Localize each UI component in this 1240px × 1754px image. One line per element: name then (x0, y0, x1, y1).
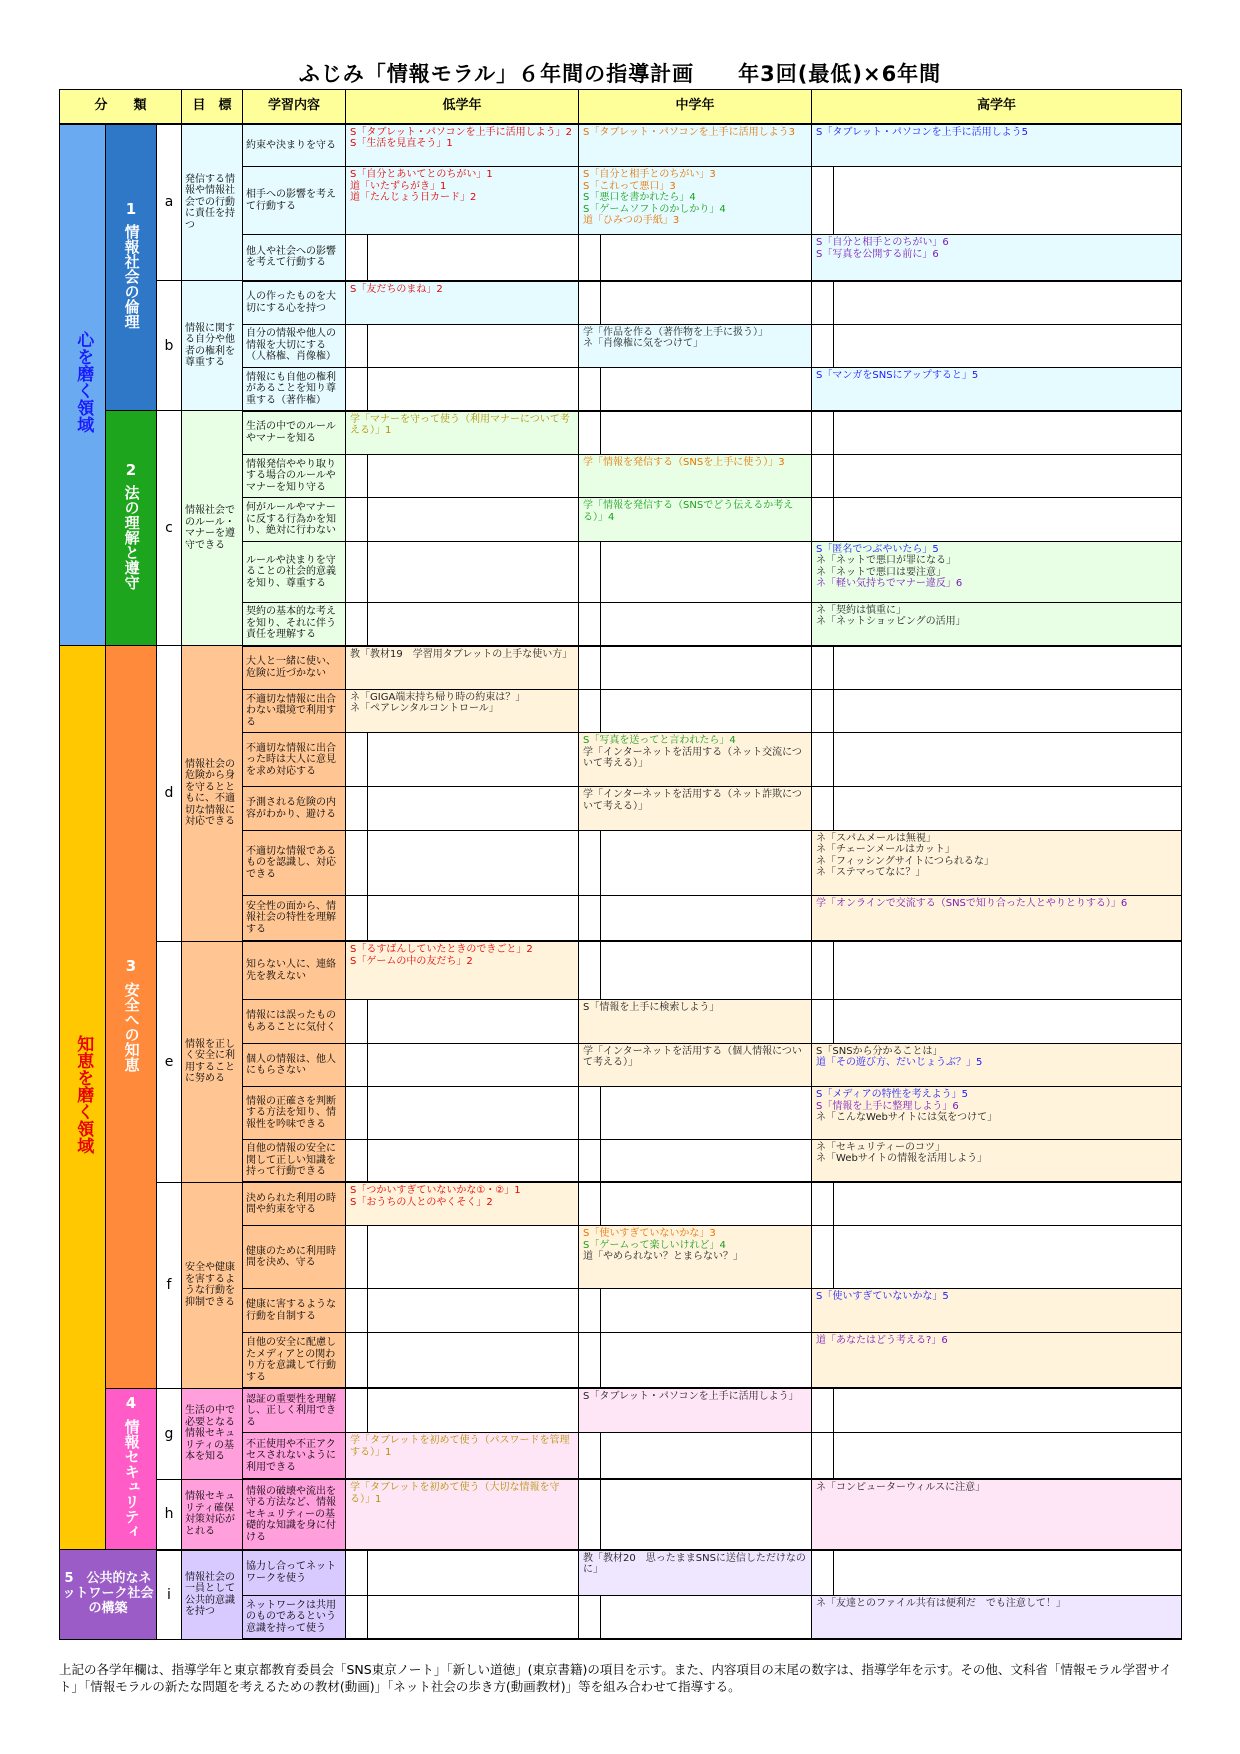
mid-cell (579, 1000, 812, 1043)
lesson-item: ネ「ネットショッピングの活用」 (816, 616, 966, 628)
content-cell: 個人の情報は、他人にもらさない (243, 1043, 346, 1086)
high-cell (812, 541, 1182, 602)
lesson-item: 教「教材20 思ったままSNSに送信しただけなのに」 (583, 1552, 806, 1576)
lesson-item: S「ゲームの中の友だち」2 (350, 955, 473, 967)
lesson-item: ネ「コンピューターウィルスに注意」 (816, 1482, 986, 1494)
content-cell: 他人や社会への影響を考えて行動する (243, 235, 346, 281)
low-empty-cell (368, 1043, 579, 1086)
high-empty-cell (834, 498, 1182, 541)
mid-empty-cell (601, 1332, 812, 1388)
content-cell: 大人と一緒に使い、危険に近づかない (243, 646, 346, 689)
high-empty-cell (834, 1433, 1182, 1480)
low-empty-mark (346, 830, 368, 895)
low-empty-mark (346, 498, 368, 541)
lesson-item: ネ「ネットで悪口は要注意」 (816, 566, 947, 578)
high-empty-cell (834, 1388, 1182, 1432)
high-cell (812, 1332, 1182, 1388)
lesson-item: S「タブレット・パソコンを上手に活用しよう」 (583, 1391, 799, 1403)
low-empty-mark (346, 896, 368, 942)
lesson-item: ネ「軽い気持ちでマナー違反」6 (816, 578, 963, 590)
header-content: 学習内容 (243, 90, 346, 124)
high-empty-cell (834, 1000, 1182, 1043)
lesson-item: 学「作品を作る（著作物を上手に扱う）」 (583, 326, 769, 338)
mid-empty-mark (579, 1479, 601, 1549)
mid-empty-mark (579, 1595, 601, 1639)
mid-empty-mark (579, 367, 601, 410)
lesson-item: S「るすばんしていたときのできごと」2 (350, 944, 533, 956)
low-empty-cell (368, 1087, 579, 1139)
low-cell (346, 411, 579, 454)
mid-empty-cell (601, 896, 812, 942)
high-cell (812, 1139, 1182, 1182)
low-cell (346, 941, 579, 1000)
high-empty-mark (812, 1388, 834, 1432)
mid-empty-mark (579, 411, 601, 454)
lesson-item: S「使いすぎていないかな」3 (583, 1228, 716, 1240)
sub-id: c (157, 411, 182, 646)
mid-empty-cell (601, 1479, 812, 1549)
mid-empty-mark (579, 281, 601, 324)
lesson-item: ネ「こんなWebサイトには気をつけて」 (816, 1112, 998, 1124)
content-cell: 自分の情報や他人の情報を大切にする（人格権、肖像権） (243, 324, 346, 367)
content-cell: 決められた利用の時間や約束を守る (243, 1182, 346, 1225)
table-row (60, 124, 1182, 167)
goal-cell: 情報社会でのルール・マナーを遵守できる (182, 411, 243, 646)
low-empty-mark (346, 324, 368, 367)
mid-empty-mark (579, 1433, 601, 1480)
sub-id: g (157, 1388, 182, 1479)
table-row (60, 281, 1182, 324)
low-cell (346, 1433, 579, 1480)
low-empty-cell (368, 541, 579, 602)
category-name: 法の理解と遵守 (122, 485, 141, 591)
mid-empty-mark (579, 896, 601, 942)
goal-cell: 情報社会の危険から身を守るとともに、不適切な情報に対応できる (182, 646, 243, 942)
lesson-item: 学「タブレットを初めて使う（パスワードを管理する）」1 (350, 1435, 570, 1458)
category-number: 1 (125, 200, 137, 219)
high-cell (812, 1479, 1182, 1549)
high-empty-mark (812, 324, 834, 367)
low-empty-cell (368, 896, 579, 942)
mid-cell (579, 498, 812, 541)
mid-empty-cell (601, 1139, 812, 1182)
goal-cell: 発信する情報や情報社会での行動に責任を持つ (182, 124, 243, 281)
high-cell (812, 367, 1182, 410)
content-cell: 自他の情報の安全に関して正しい知識を持って行動できる (243, 1139, 346, 1182)
mid-empty-mark (579, 1289, 601, 1332)
high-empty-cell (834, 454, 1182, 497)
low-empty-cell (368, 1000, 579, 1043)
low-empty-cell (368, 367, 579, 410)
low-cell (346, 124, 579, 167)
lesson-item: 道「ひみつの手紙」3 (583, 215, 680, 227)
mid-empty-cell (601, 541, 812, 602)
content-cell: ルールや決まりを守ることの社会的意義を知り、尊重する (243, 541, 346, 602)
high-empty-cell (834, 324, 1182, 367)
content-cell: 安全性の面から、情報社会の特性を理解する (243, 896, 346, 942)
low-empty-cell (368, 324, 579, 367)
domain-cell (60, 124, 106, 646)
sub-id: b (157, 281, 182, 411)
high-cell (812, 235, 1182, 281)
table-row (60, 941, 1182, 1000)
high-cell (812, 1595, 1182, 1639)
plan-table (59, 89, 1182, 1640)
lesson-item: 学「オンラインで交流する（SNSで知り合った人とやりとりする）」6 (816, 898, 1128, 910)
high-cell (812, 1043, 1182, 1086)
lesson-item: S「おうちの人とのやくそく」2 (350, 1196, 493, 1208)
mid-empty-cell (601, 1595, 812, 1639)
table-row (60, 1182, 1182, 1225)
high-empty-mark (812, 281, 834, 324)
lesson-item: ネ「フィッシングサイトにつられるな」 (816, 855, 994, 867)
mid-empty-mark (579, 1332, 601, 1388)
lesson-item: S「タブレット・パソコンを上手に活用しよう5 (816, 126, 1029, 138)
lesson-item: ネ「チェーンメールはカット」 (816, 844, 955, 856)
high-cell (812, 896, 1182, 942)
lesson-item: S「使いすぎていないかな」5 (816, 1291, 949, 1303)
category-name: 公共的なネットワーク社会の構築 (62, 1570, 154, 1616)
low-empty-cell (368, 1388, 579, 1432)
lesson-item: S「写真を公開する前に」6 (816, 248, 939, 260)
sub-id: a (157, 124, 182, 281)
category-cell (106, 1388, 157, 1549)
table-row (60, 646, 1182, 689)
header-category: 分 類 (60, 90, 182, 124)
lesson-item: ネ「セキュリティーのコツ」 (816, 1141, 946, 1153)
category-number: 4 (125, 1394, 137, 1413)
mid-empty-cell (601, 602, 812, 645)
content-cell: 不正使用や不正アクセスされないように利用できる (243, 1433, 346, 1480)
mid-empty-mark (579, 1139, 601, 1182)
lesson-item: S「タブレット・パソコンを上手に活用しよう」2 (350, 126, 573, 138)
header-high: 高学年 (812, 90, 1182, 124)
high-empty-cell (834, 689, 1182, 732)
low-empty-cell (368, 454, 579, 497)
mid-cell (579, 733, 812, 787)
content-cell: 知らない人に、連絡先を教えない (243, 941, 346, 1000)
mid-cell (579, 1388, 812, 1432)
high-cell (812, 602, 1182, 645)
low-cell (346, 281, 579, 324)
content-cell: 何がルールやマナーに反する行為かを知り、絶対に行わない (243, 498, 346, 541)
low-empty-mark (346, 367, 368, 410)
mid-empty-mark (579, 1087, 601, 1139)
lesson-item: 学「情報を発信する（SNSでどう伝えるか考える）」4 (583, 500, 794, 523)
content-cell: 健康に害するような行動を自制する (243, 1289, 346, 1332)
high-empty-mark (812, 1226, 834, 1289)
category-name: 情報セキュリティ (122, 1418, 141, 1539)
table-row (60, 1388, 1182, 1432)
low-cell (346, 1182, 579, 1225)
low-empty-cell (368, 1289, 579, 1332)
content-cell: 約束や決まりを守る (243, 124, 346, 167)
mid-empty-cell (601, 941, 812, 1000)
goal-cell: 情報セキュリティ確保対策対応がとれる (182, 1479, 243, 1549)
lesson-item: S「生活を見直そう」1 (350, 138, 453, 149)
mid-empty-cell (601, 830, 812, 895)
goal-cell: 情報社会の一員として公共的意識を持つ (182, 1550, 243, 1639)
mid-cell (579, 124, 812, 167)
mid-cell (579, 787, 812, 830)
high-cell (812, 1087, 1182, 1139)
lesson-item: 道「たんじょう日カード」2 (350, 192, 477, 204)
mid-empty-mark (579, 830, 601, 895)
content-cell: 契約の基本的な考えを知り、それに伴う責任を理解する (243, 602, 346, 645)
mid-empty-cell (601, 235, 812, 281)
low-empty-mark (346, 602, 368, 645)
mid-empty-mark (579, 689, 601, 732)
content-cell: 自他の安全に配慮したメディアとの関わり方を意識して行動する (243, 1332, 346, 1388)
content-cell: 協力し合ってネットワークを使う (243, 1550, 346, 1596)
lesson-item: S「つかいすぎていないかな①・②」1 (350, 1185, 521, 1197)
mid-empty-cell (601, 689, 812, 732)
low-empty-cell (368, 602, 579, 645)
category-name: 情報社会の倫理 (122, 224, 141, 330)
high-empty-cell (834, 167, 1182, 235)
mid-empty-mark (579, 941, 601, 1000)
lesson-item: S「情報を上手に整理しよう」6 (816, 1100, 959, 1112)
low-empty-cell (368, 498, 579, 541)
mid-cell (579, 167, 812, 235)
low-empty-mark (346, 1043, 368, 1086)
high-empty-cell (834, 941, 1182, 1000)
content-cell: 生活の中でのルールやマナーを知る (243, 411, 346, 454)
low-empty-cell (368, 235, 579, 281)
mid-empty-mark (579, 602, 601, 645)
low-empty-mark (346, 1087, 368, 1139)
mid-empty-mark (579, 235, 601, 281)
sub-id: f (157, 1182, 182, 1388)
low-cell (346, 167, 579, 235)
category-cell (106, 124, 157, 411)
table-row (60, 1479, 1182, 1549)
low-empty-cell (368, 1595, 579, 1639)
low-empty-mark (346, 1000, 368, 1043)
lesson-item: 学「インターネットを活用する（ネット交流について考える）」 (583, 746, 802, 770)
lesson-item: ネ「ペアレンタルコントロール」 (350, 703, 499, 715)
mid-empty-cell (601, 367, 812, 410)
mid-empty-mark (579, 1182, 601, 1225)
low-cell (346, 1479, 579, 1549)
lesson-item: S「自分と相手とのちがい」6 (816, 237, 949, 249)
category-number: 3 (125, 957, 137, 976)
category-cell (106, 411, 157, 646)
low-empty-mark (346, 1332, 368, 1388)
lesson-item: S「情報を上手に検索しよう」 (583, 1002, 720, 1014)
domain-cell (60, 646, 106, 1550)
header-goal: 目 標 (182, 90, 243, 124)
mid-empty-cell (601, 1433, 812, 1480)
high-empty-mark (812, 411, 834, 454)
high-empty-cell (834, 1226, 1182, 1289)
low-empty-cell (368, 830, 579, 895)
goal-cell: 情報を正しく安全に利用することに努める (182, 941, 243, 1182)
content-cell: 不適切な情報に出合わない環境で利用する (243, 689, 346, 732)
low-empty-mark (346, 454, 368, 497)
high-empty-cell (834, 787, 1182, 830)
domain-label: 心を磨く領域 (73, 331, 94, 434)
low-empty-mark (346, 1226, 368, 1289)
sub-id: h (157, 1479, 182, 1549)
high-empty-mark (812, 1182, 834, 1225)
mid-cell (579, 324, 812, 367)
lesson-item: S「写真を送ってと言われたら」4 (583, 735, 736, 747)
high-empty-mark (812, 1433, 834, 1480)
high-empty-mark (812, 498, 834, 541)
lesson-item: ネ「スパムメールは無視」 (816, 832, 936, 844)
content-cell: 予測される危険の内容がわかり、避ける (243, 787, 346, 830)
lesson-item: S「悪口を書かれたら」4 (583, 192, 696, 204)
footnote: 上記の各学年欄は、指導学年と東京都教育委員会「SNS東京ノート」「新しい道徳」(東京書籍)の項目を示す。また、内容項目の末尾の数字は、指導学年を示す。その他、文科省「情報モラル学習サイト」「情報モラルの新たな問題を考えるための教材(動画)」「ネット社会の歩き方(動画教材)」等を組み合わせて指導する。 (59, 1662, 1172, 1694)
lesson-item: 学「マナーを守って使う（利用マナーについて考える）」1 (350, 413, 570, 437)
category-number: 2 (125, 461, 137, 480)
low-empty-mark (346, 1550, 368, 1596)
content-cell: 情報にも自他の権利があることを知り尊重する（著作権） (243, 367, 346, 410)
high-empty-mark (812, 941, 834, 1000)
mid-empty-cell (601, 646, 812, 689)
header-low: 低学年 (346, 90, 579, 124)
high-empty-cell (834, 281, 1182, 324)
content-cell: 認証の重要性を理解し、正しく利用できる (243, 1388, 346, 1432)
content-cell: 不適切な情報であるものを認識し、対応できる (243, 830, 346, 895)
low-cell (346, 689, 579, 732)
mid-empty-mark (579, 646, 601, 689)
lesson-item: S「タブレット・パソコンを上手に活用しよう3 (583, 126, 796, 138)
content-cell: ネットワークは共用のものであるという意識を持って使う (243, 1595, 346, 1639)
lesson-item: ネ「ステマってなに？」 (816, 867, 926, 879)
mid-empty-cell (601, 281, 812, 324)
high-empty-mark (812, 787, 834, 830)
lesson-item: S「自分とあいてとのちがい」1 (350, 169, 493, 181)
sub-id: i (157, 1550, 182, 1639)
lesson-item: ネ「ネットで悪口が罪になる」 (816, 555, 957, 567)
low-empty-cell (368, 1332, 579, 1388)
low-empty-cell (368, 1226, 579, 1289)
lesson-item: 道「その遊び方、だいじょうぶ？」5 (816, 1057, 983, 1069)
table-row (60, 1550, 1182, 1596)
lesson-item: 学「情報を発信する（SNSを上手に使う）」3 (583, 456, 785, 468)
high-empty-cell (834, 411, 1182, 454)
lesson-item: ネ「GIGA端末持ち帰り時の約束は？」 (350, 691, 526, 703)
low-empty-cell (368, 1550, 579, 1596)
content-cell: 健康のために利用時間を決め、守る (243, 1226, 346, 1289)
page-title: ふじみ「情報モラル」６年間の指導計画 年3回(最低)×6年間 (298, 62, 942, 86)
header-mid: 中学年 (579, 90, 812, 124)
high-empty-mark (812, 167, 834, 235)
high-empty-cell (834, 646, 1182, 689)
sub-id: d (157, 646, 182, 942)
low-empty-mark (346, 1595, 368, 1639)
high-empty-cell (834, 733, 1182, 787)
low-empty-mark (346, 1289, 368, 1332)
mid-empty-mark (579, 541, 601, 602)
category-cell (60, 1550, 157, 1639)
content-cell: 情報の正確さを判断する方法を知り、情報性を吟味できる (243, 1087, 346, 1139)
content-cell: 情報には誤ったものもあることに気付く (243, 1000, 346, 1043)
lesson-item: ネ「Webサイトの情報を活用しよう」 (816, 1153, 988, 1164)
lesson-item: ネ「友達とのファイル共有は便利だ でも注意して！」 (816, 1597, 1066, 1609)
content-cell: 情報の破壊や流出を守る方法など、情報セキュリティーの基礎的な知識を身に付ける (243, 1479, 346, 1549)
content-cell: 情報発信ややり取りする場合のルールやマナーを知り守る (243, 454, 346, 497)
high-empty-mark (812, 454, 834, 497)
high-empty-mark (812, 1550, 834, 1596)
lesson-item: S「ゲームソフトのかしかり」4 (583, 203, 726, 215)
lesson-item: S「メディアの特性を考えよう」5 (816, 1089, 968, 1101)
high-empty-mark (812, 646, 834, 689)
sub-id: e (157, 941, 182, 1182)
content-cell: 人の作ったものを大切にする心を持つ (243, 281, 346, 324)
low-empty-mark (346, 1388, 368, 1432)
lesson-item: S「友だちのまね」2 (350, 283, 443, 295)
category-cell (106, 646, 157, 1389)
mid-cell (579, 1043, 812, 1086)
lesson-item: 教「教材19 学習用タブレットの上手な使い方」 (350, 648, 573, 660)
low-cell (346, 646, 579, 689)
mid-cell (579, 454, 812, 497)
category-number: 5 (64, 1570, 87, 1586)
table-row (60, 411, 1182, 454)
goal-cell: 生活の中で必要となる情報セキュリティの基本を知る (182, 1388, 243, 1479)
low-empty-mark (346, 1139, 368, 1182)
high-empty-cell (834, 1550, 1182, 1596)
lesson-item: S「匿名でつぶやいたら」5 (816, 543, 939, 555)
lesson-item: S「これって悪口」3 (583, 180, 676, 192)
high-cell (812, 1289, 1182, 1332)
high-empty-mark (812, 733, 834, 787)
lesson-item: 道「いたずらがき」1 (350, 180, 447, 192)
lesson-item: 道「あなたはどう考える?」6 (816, 1334, 948, 1346)
low-empty-cell (368, 787, 579, 830)
high-cell (812, 124, 1182, 167)
high-empty-mark (812, 689, 834, 732)
high-cell (812, 830, 1182, 895)
goal-cell: 安全や健康を害するような行動を抑制できる (182, 1182, 243, 1388)
low-empty-cell (368, 733, 579, 787)
lesson-item: 学「タブレットを初めて使う（大切な情報を守る）」1 (350, 1482, 560, 1505)
low-empty-mark (346, 235, 368, 281)
mid-empty-cell (601, 1289, 812, 1332)
lesson-item: 学「インターネットを活用する（ネット詐欺について考える）」 (583, 789, 802, 812)
content-cell: 不適切な情報に出合った時は大人に意見を求め対応する (243, 733, 346, 787)
mid-cell (579, 1226, 812, 1289)
low-empty-mark (346, 787, 368, 830)
low-empty-mark (346, 733, 368, 787)
lesson-item: S「ゲームって楽しいけれど」4 (583, 1239, 726, 1251)
mid-empty-cell (601, 1182, 812, 1225)
domain-label: 知恵を磨く領域 (73, 1035, 94, 1155)
category-name: 安全への知恵 (122, 981, 141, 1072)
mid-cell (579, 1550, 812, 1596)
content-cell: 相手への影響を考えて行動する (243, 167, 346, 235)
lesson-item: S「自分と相手とのちがい」3 (583, 169, 716, 181)
mid-empty-cell (601, 1087, 812, 1139)
low-empty-cell (368, 1139, 579, 1182)
lesson-item: 道「やめられない？とまらない？」 (583, 1251, 744, 1263)
high-empty-mark (812, 1000, 834, 1043)
lesson-item: S「マンガをSNSにアップすると」5 (816, 369, 979, 381)
mid-empty-cell (601, 411, 812, 454)
lesson-item: 学「インターネットを活用する（個人情報について考える）」 (583, 1045, 802, 1069)
goal-cell: 情報に関する自分や他者の権利を尊重する (182, 281, 243, 411)
lesson-item: S「SNSから分かることは」 (816, 1045, 943, 1057)
high-empty-cell (834, 1182, 1182, 1225)
lesson-item: ネ「契約は慎重に」 (816, 604, 907, 616)
low-empty-mark (346, 541, 368, 602)
lesson-item: ネ「肖像権に気をつけて」 (583, 338, 704, 349)
